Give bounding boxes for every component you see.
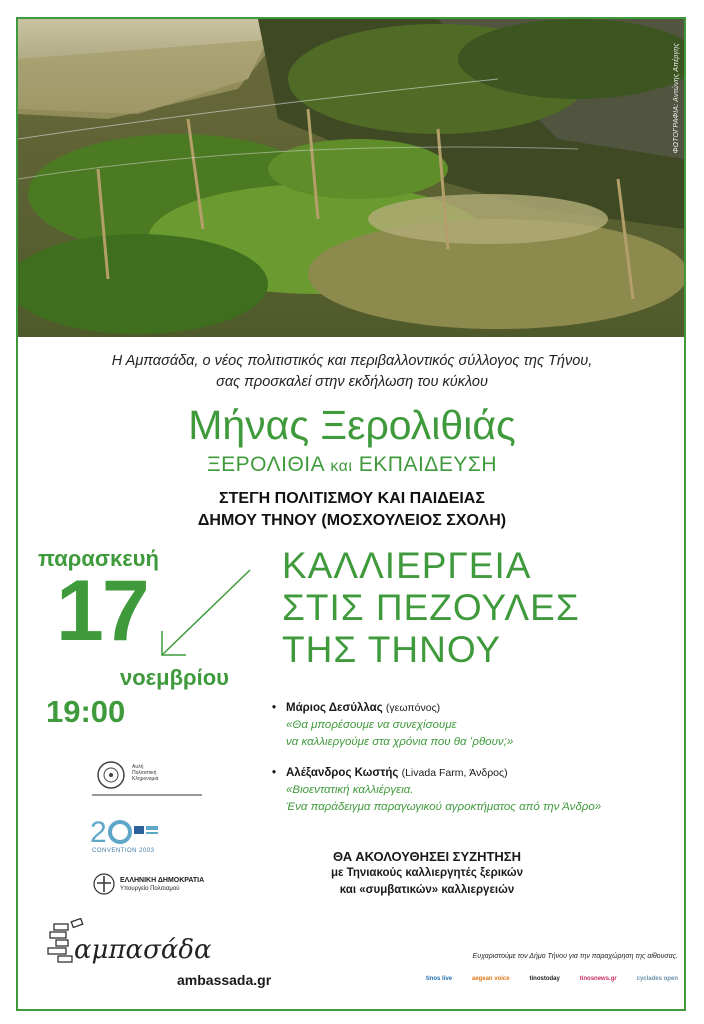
greek-crest-icon [92,872,116,896]
intro-line-2: σας προσκαλεί στην εκδήλωση του κύκλου [216,374,488,390]
ambassada-logo [46,918,216,968]
talk-title-line-1: «Βιοεντατική καλλιέργεια. [286,784,414,796]
session-title [282,545,580,671]
convention-2003-logo [88,814,178,860]
twenty-years-icon [88,814,168,846]
bullet: • [272,702,277,714]
heritage-logo [92,760,232,810]
session-title-line-3: ΤΗΣ ΤΗΝΟΥ [282,629,502,670]
convention-label: CONVENTION 2003 [92,848,155,854]
speaker-role: (Livada Farm, Άνδρος) [401,767,508,779]
event-day: παρασκευή [38,546,159,571]
media-logo-cyclades-open: cyclades open [636,976,678,982]
talk-title-line-1: «Θα μπορέσουμε να συνεχίσουμε [286,719,457,731]
talk-title-line-2: να καλλιεργούμε στα χρόνια που θα ‘ρθουν;» [286,736,514,748]
intro-text [30,351,674,393]
talk-title-line-2: Ένα παράδειγμα παραγωγικού αγροκτήματος από την Άνδρο» [286,801,602,813]
ministry-of-culture-logo [92,872,232,900]
subtitle-part-3: ΕΚΠΑΙΔΕΥΣΗ [358,453,497,476]
session-title-line-2: ΣΤΙΣ ΠΕΖΟΥΛΕΣ [282,587,580,628]
event-series-title: Μήνας Ξερολιθιάς [188,402,516,448]
heritage-line-1: Αυλή [132,764,144,770]
speaker-name: Μάριος Δεσύλλας [286,702,383,714]
media-sponsors [426,968,678,990]
intro-line-1: Η Αμπασάδα, ο νέος πολιτιστικός και περιβαλλοντικός σύλλογος της Τήνου, [111,353,593,369]
session-title-line-1: ΚΑΛΛΙΕΡΓΕΙΑ [282,545,532,586]
speaker-item [272,765,682,816]
arrow-icon [150,565,260,665]
subtitle-part-2: και [330,458,353,475]
venue-line-2: ΔΗΜΟΥ ΤΗΝΟΥ (ΜΟΣΧΟΥΛΕΙΟΣ ΣΧΟΛΗ) [197,512,507,529]
photo-credit: ΦΩΤΟΓΡΑΦΙΑ: Αντώνης Απέργης [673,43,680,154]
media-logo-aegean-voice: aegean voice [471,976,510,982]
discussion-heading: ΘΑ ΑΚΟΛΟΥΘΗΣΕΙ ΣΥΖΗΤΗΣΗ [333,849,521,864]
subtitle-part-1: ΞΕΡΟΛΙΘΙΑ [206,453,324,476]
ambassada-name: αμπασάδα [74,935,212,965]
event-month: νοεμβρίου [120,665,229,690]
speaker-name: Αλέξανδρος Κωστής [286,767,399,779]
heritage-emblem-icon [94,760,128,790]
heritage-line-3: Κληρονομιά [132,776,159,782]
event-time: 19:00 [46,694,126,729]
speakers-list [272,700,682,830]
event-date-number: 17 [56,563,148,659]
event-subtitle [30,453,674,477]
venue [30,488,674,532]
ambassada-wordmark [46,918,216,968]
speaker-item [272,700,682,751]
svg-text:2: 2 [90,816,107,846]
speaker-role: (γεωπόνος) [385,702,441,714]
venue-line-1: ΣΤΕΓΗ ΠΟΛΙΤΙΣΜΟΥ ΚΑΙ ΠΑΙΔΕΙΑΣ [219,490,485,507]
ambassada-url[interactable]: ambassada.gr [177,972,272,988]
hellenic-line-2: Υπουργείο Πολιτισμού [120,886,180,892]
hellenic-line-1: ΕΛΛΗΝΙΚΗ ΔΗΜΟΚΡΑΤΙΑ [120,877,205,884]
heritage-line-2: Πολιτιστική [132,770,157,776]
media-logo-tinos-live: tinos live [426,976,453,982]
thanks-note: Ευχαριστούμε τον Δήμο Τήνου για την παραχώρηση της αίθουσας. [472,953,678,960]
discussion-line-2: και «συμβατικών» καλλιεργειών [339,884,515,896]
discussion-note [262,848,592,899]
media-logo-tinosnews: tinosnews.gr [579,976,617,982]
bullet: • [272,767,277,779]
discussion-line-1: με Τηνιακούς καλλιεργητές ξερικών [330,867,524,879]
garden-terrace-photo [18,19,684,337]
media-logo-tinostoday: tinostoday [529,976,560,982]
